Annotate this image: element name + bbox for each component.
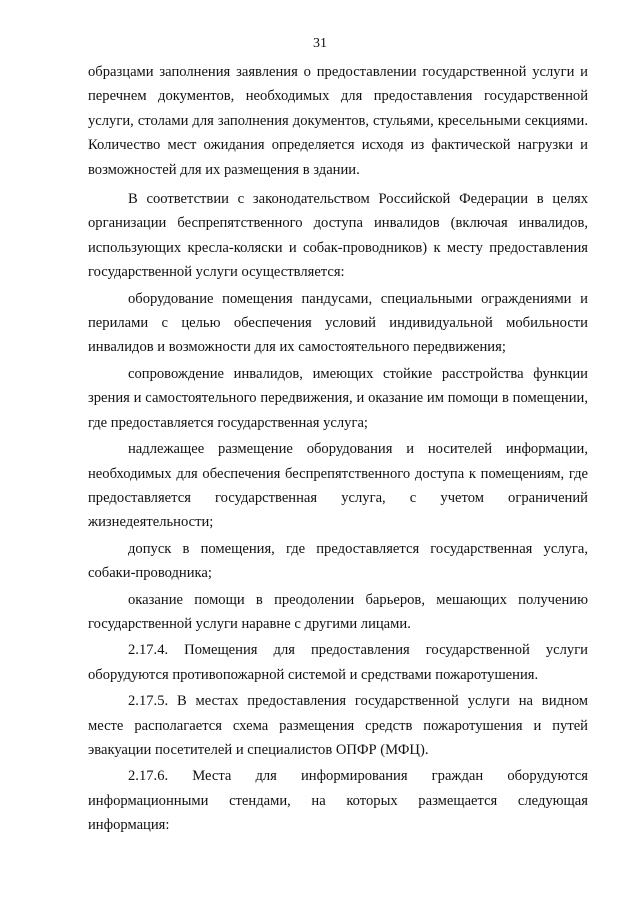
paragraph-equipment-placement: надлежащее размещение оборудования и носителей информации, необходимых для обеспечения беспрепятственного доступа к помещениям, где предоставляется государственная услуга, с учетом ограничений жизнедеятельности; [88,441,588,531]
document-body [88,60,588,838]
paragraph-guide-dog: допуск в помещения, где предоставляется государственная услуга, собаки-проводника; [88,540,588,582]
paragraph-2-17-4: 2.17.4. Помещения для предоставления государственной услуги оборудуются противопожарной системой и средствами пожаротушения. [88,642,588,683]
paragraph-escort: сопровождение инвалидов, имеющих стойкие расстройства функции зрения и самостоятельного передвижения, и оказание им помощи в помещении, где предоставляется государственная услуга; [88,365,588,431]
paragraph-accessibility-intro: В соответствии с законодательством Российской Федерации в целях организации беспрепятственного доступа инвалидов (включая инвалидов, использующих кресла-коляски и собак-проводников) к месту предоставления государственной услуги осуществляется: [88,191,588,281]
paragraph-ramps: оборудование помещения пандусами, специальными ограждениями и перилами с целью обеспечения условий индивидуальной мобильности инвалидов и возможности для их самостоятельного передвижения; [88,290,588,356]
paragraph-2-17-5: 2.17.5. В местах предоставления государственной услуги на видном месте располагается схема размещения средств пожаротушения и путей эвакуации посетителей и специалистов ОПФР (МФЦ). [88,693,588,758]
paragraph-2-17-6: 2.17.6. Места для информирования граждан оборудуются информационными стендами, на которых размещается следующая информация: [88,768,588,834]
paragraph-waiting-area: образцами заполнения заявления о предоставлении государственной услуги и перечнем документов, необходимых для предоставления государственной услуги, столами для заполнения документов, стульями, кресельными секциями. Количество мест ожидания определяется исходя из фактической нагрузки и возможностей для их размещения в здании. [88,64,588,178]
page-number: 31 [313,36,327,51]
paragraph-barriers: оказание помощи в преодолении барьеров, мешающих получению государственной услуги наравне с другими лицами. [88,591,588,632]
